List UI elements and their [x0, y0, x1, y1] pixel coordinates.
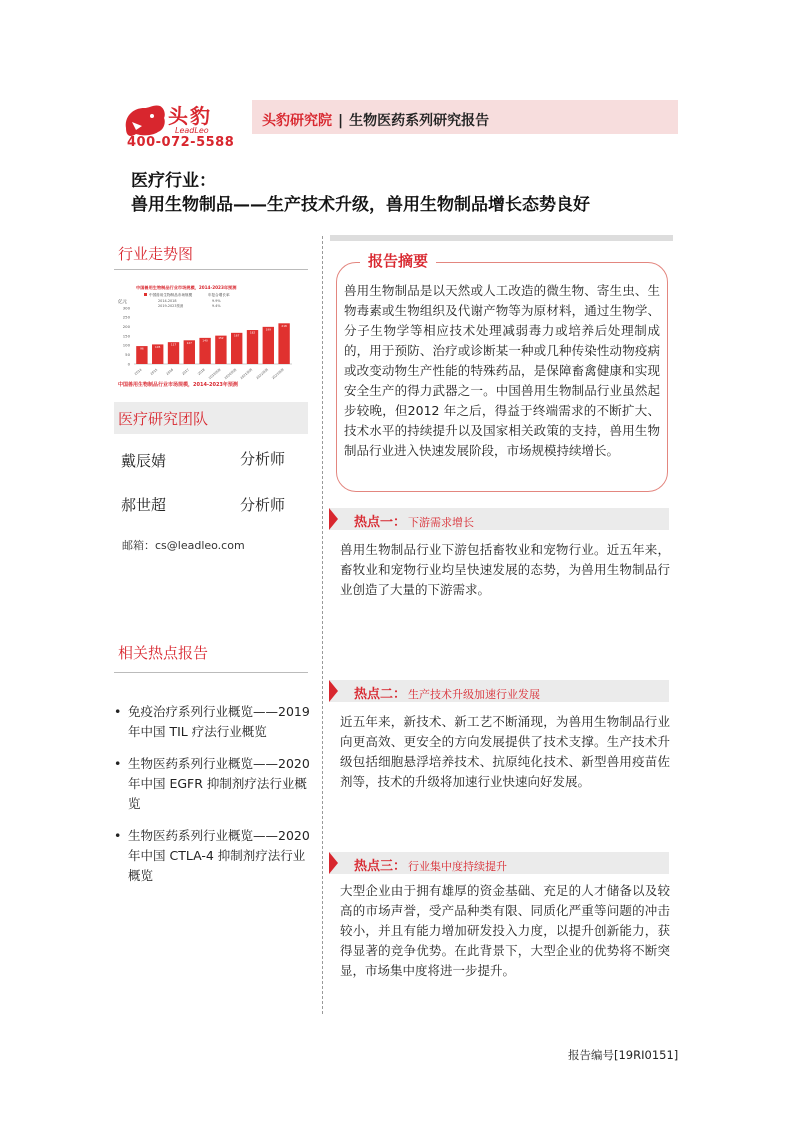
cagr-period: 2019-2023预测	[158, 304, 184, 308]
institute-name: 头豹研究院	[262, 113, 332, 129]
x-tick-label: 2017	[181, 367, 190, 376]
related-report-link[interactable]: • 生物医药系列行业概览——2020 年中国 CTLA-4 抑制剂疗法行业概览	[114, 826, 314, 886]
chart-ylabel: 亿元	[118, 300, 127, 305]
trend-divider	[114, 269, 308, 270]
contact-email[interactable]: 邮箱：cs@leadleo.com	[122, 539, 245, 552]
header-separator: |	[338, 113, 344, 129]
y-tick-label: 0	[127, 361, 130, 367]
bar-value-label: 96	[140, 346, 144, 351]
summary-text: 兽用生物制品是以天然或人工改造的微生物、寄生虫、生物毒素或生物组织及代谢产物等为原材料，通过生物学、分子生物学等相应技术处理减弱毒力或培养后处理制成的，用于预防、治疗或诊断某一种或几种传染性动物疫病或改变动物生产性能的特殊药品，是保障畜禽健康和实现安全生产的得力武器之一。中国兽用生物制品行业虽然起步较晚，但2012 年之后，得益于终端需求的不断扩大、技术水平的持续提升以及国家相关政策的支持，兽用生物制品行业进入快速发展阶段，市场规模持续增长。	[344, 283, 660, 458]
cagr-rate: 9.4%	[212, 304, 221, 308]
trend-heading: 行业走势图	[118, 245, 194, 263]
x-tick-label: 2022预测	[255, 367, 269, 381]
hotspot-label	[354, 683, 540, 702]
team-heading: 医疗研究团队	[118, 410, 209, 428]
x-tick-label: 2021预测	[239, 367, 254, 381]
hotspot-text: 近五年来，新技术、新工艺不断涌现，为兽用生物制品行业向更高效、更安全的方向发展提供了技术支撑。生产技术升级包括细胞悬浮培养技术、抗原纯化技术、新型兽用疫苗佐剂等，技术的升级将加速行业快速向好发展。	[340, 714, 670, 789]
x-tick-label: 2014	[133, 367, 143, 376]
bar-value-label: 167	[234, 333, 240, 338]
hotspot-number: 热点三：	[354, 859, 407, 874]
chart-bar	[263, 327, 274, 364]
trend-chart	[116, 282, 296, 388]
y-tick-label: 50	[125, 351, 130, 357]
page-title-line1: 医疗行业：	[131, 171, 216, 191]
page-title-line2: 兽用生物制品——生产技术升级，兽用生物制品增长态势良好	[131, 195, 590, 215]
summary-title-rule	[448, 262, 568, 263]
bar-value-label: 105	[155, 344, 161, 349]
brand-english: LeadLeo	[175, 126, 209, 135]
hotspot-number: 热点一：	[354, 515, 407, 530]
top-gray-rule	[330, 235, 673, 241]
x-tick-label: 2020预测	[223, 367, 238, 381]
hotspot-arrow-icon	[329, 508, 338, 530]
phone-number: 400-072-5588	[127, 135, 235, 150]
hotspot-arrow-icon	[329, 852, 338, 874]
team-member-name: 郝世超	[121, 496, 167, 514]
hotspot-number: 热点二：	[354, 687, 407, 702]
bar-value-label: 140	[202, 338, 208, 343]
x-tick-label: 2016	[165, 367, 175, 376]
hotspot-label	[354, 855, 507, 874]
y-tick-label: 250	[122, 314, 130, 320]
hotspot-text: 兽用生物制品行业下游包括畜牧业和宠物行业。近五年来，畜牧业和宠物行业均呈快速发展的态势，为兽用生物制品行业创造了大量的下游需求。	[340, 542, 670, 597]
summary-title: 报告摘要	[368, 252, 429, 270]
y-tick-label: 100	[122, 342, 130, 348]
bar-value-label: 152	[218, 336, 224, 341]
brand-name: 头豹	[168, 104, 212, 128]
hotspot-label	[354, 511, 474, 530]
hotspot-topic: 行业集中度持续提升	[408, 860, 508, 873]
bar-value-label: 218	[281, 323, 287, 328]
hotspot-arrow-icon	[329, 680, 338, 702]
legend-swatch	[144, 293, 147, 296]
cagr-rate: 9.9%	[212, 299, 221, 303]
related-heading: 相关热点报告	[118, 644, 209, 662]
bar-value-label: 117	[170, 342, 177, 347]
team-member-role: 分析师	[240, 450, 286, 468]
y-tick-label: 200	[122, 323, 130, 329]
y-tick-label: 300	[122, 305, 130, 311]
bar-value-label: 182	[249, 330, 256, 335]
chart-title: 中国兽用生物制品行业市场规模，2014-2023年预测	[136, 285, 237, 290]
header-title	[262, 110, 489, 130]
x-tick-label: 2015	[149, 367, 159, 376]
column-divider	[322, 236, 323, 1014]
bar-value-label: 127	[186, 340, 192, 345]
related-report-link[interactable]: • 免疫治疗系列行业概览——2019 年中国 TIL 疗法行业概览	[114, 702, 314, 742]
report-number: 报告编号[19RI0151]	[568, 1048, 679, 1062]
legend-label: 中国兽用生物制品市场规模	[149, 293, 193, 297]
report-series: 生物医药系列研究报告	[349, 113, 490, 129]
team-member-role: 分析师	[240, 496, 286, 514]
x-tick-label: 2018	[196, 367, 206, 376]
chart-caption: 中国兽用生物制品行业市场规模，2014-2023年预测	[118, 382, 238, 388]
hotspot-topic: 生产技术升级加速行业发展	[408, 688, 541, 701]
chart-bar	[247, 330, 258, 364]
chart-bar	[278, 323, 289, 364]
x-tick-label: 2019预测	[207, 367, 222, 381]
legend-label: 年复合增长率	[208, 293, 230, 297]
related-divider	[114, 672, 308, 673]
chart-bar	[231, 333, 242, 364]
cagr-period: 2014-2018	[158, 299, 177, 303]
team-member-name: 戴辰婧	[121, 452, 167, 470]
x-tick-label: 2023预测	[271, 367, 285, 381]
hotspot-topic: 下游需求增长	[408, 516, 475, 529]
related-report-list	[114, 702, 314, 898]
y-tick-label: 150	[122, 333, 130, 339]
summary-title-wrap	[360, 250, 436, 271]
related-report-link[interactable]: • 生物医药系列行业概览——2020 年中国 EGFR 抑制剂疗法行业概览	[114, 754, 314, 814]
hotspot-text: 大型企业由于拥有雄厚的资金基础、充足的人才储备以及较高的市场声誉，受产品种类有限、同质化严重等问题的冲击较小，并且有能力增加研发投入力度，以提升创新能力，获得显著的竞争优势。在此背景下，大型企业的优势将不断突显，市场集中度将进一步提升。	[340, 883, 670, 978]
bar-value-label: 199	[265, 327, 271, 332]
chart-legend	[144, 292, 230, 297]
